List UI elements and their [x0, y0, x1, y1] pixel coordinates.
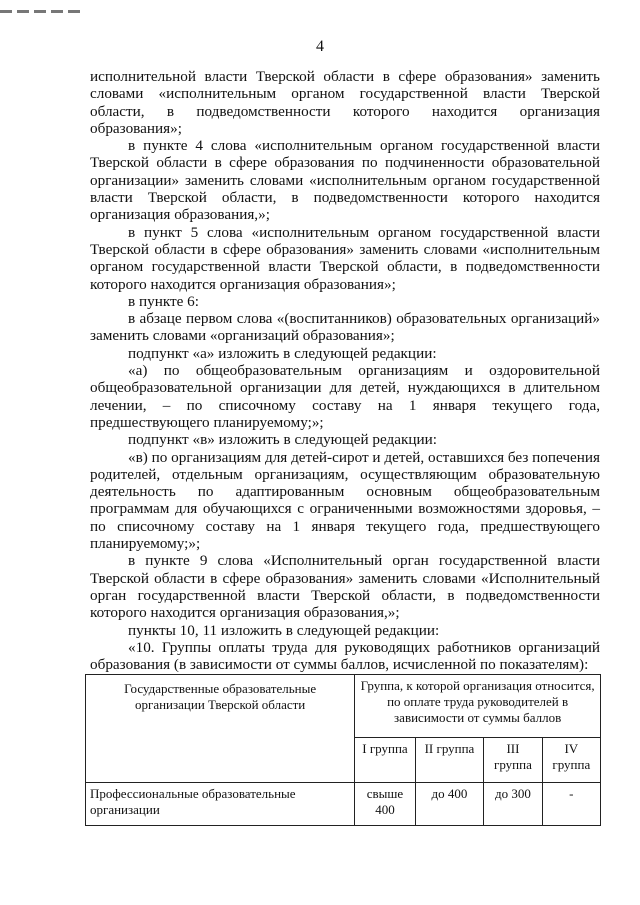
- paragraph: пункты 10, 11 изложить в следующей редакции:: [128, 621, 440, 639]
- table-header-group: Группа, к которой организация относится, по оплате труда руководителей в зависимости от суммы баллов: [355, 675, 601, 738]
- paragraph: подпункт «а» изложить в следующей редакции:: [128, 344, 437, 362]
- paragraph: «10. Группы оплаты труда для руководящих работников организаций образования (в зависимости от суммы баллов, исчисленной по показателям):: [90, 638, 600, 674]
- paragraph: «в) по организациям для детей-сирот и детей, оставшихся без попечения родителей, отдельным организациям, осуществляющим образовательную деятельность по адаптированным основным общеобразовательным программам для обучающихся с ограниченными возможностями здоровья, – по списочному составу на 1 января текущего года, предшествующего планируемому;»;: [90, 448, 600, 553]
- pay-groups-table: [85, 674, 601, 826]
- paragraph: в пункте 4 слова «исполнительным органом государственной власти Тверской области в сфере образования по подчиненности образовательной организации» заменить словами «исполнительным органом государственной власти Тверской области, в подведомственности которого находится организация образования,»;: [90, 137, 600, 224]
- table-cell: -: [542, 783, 600, 826]
- table-col-header: II группа: [415, 738, 484, 783]
- paragraph: в пункт 5 слова «исполнительным органом государственной власти Тверской области в сфере образования» заменить словами «исполнительным органом государственной власти Тверской области, в подведомственности которого находится организация образования»;: [90, 223, 600, 293]
- paragraph: в пункте 9 слова «Исполнительный орган государственной власти Тверской области в сфере образования» заменить словами «Исполнительный орган государственной власти Тверской области, в подведомственности которого находится организация образования,»;: [90, 552, 600, 622]
- table-cell: до 400: [415, 783, 484, 826]
- table-cell: свыше 400: [355, 783, 415, 826]
- table-cell-name: Профессиональные образовательные организации: [86, 783, 355, 826]
- paragraph: подпункт «в» изложить в следующей редакции:: [128, 431, 437, 449]
- paragraph: исполнительной власти Тверской области в сфере образования» заменить словами «исполнительным органом государственной власти Тверской области, в подведомственности которого находится организация образования»;: [90, 68, 600, 137]
- paragraph: в абзаце первом слова «(воспитанников) образовательных организаций» заменить словами «организаций образования»;: [90, 310, 600, 345]
- table-col-header: I группа: [355, 738, 415, 783]
- table-col-header: III группа: [484, 738, 542, 783]
- table-header-left: Государственные образовательные организации Тверской области: [86, 675, 355, 783]
- table-cell: до 300: [484, 783, 542, 826]
- paragraph: в пункте 6:: [128, 292, 199, 310]
- paragraph: «а) по общеобразовательным организациям и оздоровительной общеобразовательной организации для детей, нуждающихся в длительном лечении, – по списочному составу на 1 января текущего года, предшествующего планируемому;»;: [90, 362, 600, 431]
- table-col-header: IV группа: [542, 738, 600, 783]
- page-number: 4: [316, 38, 324, 55]
- document-body: [90, 68, 600, 673]
- table-row: [86, 783, 601, 826]
- scan-artifact: [0, 0, 120, 6]
